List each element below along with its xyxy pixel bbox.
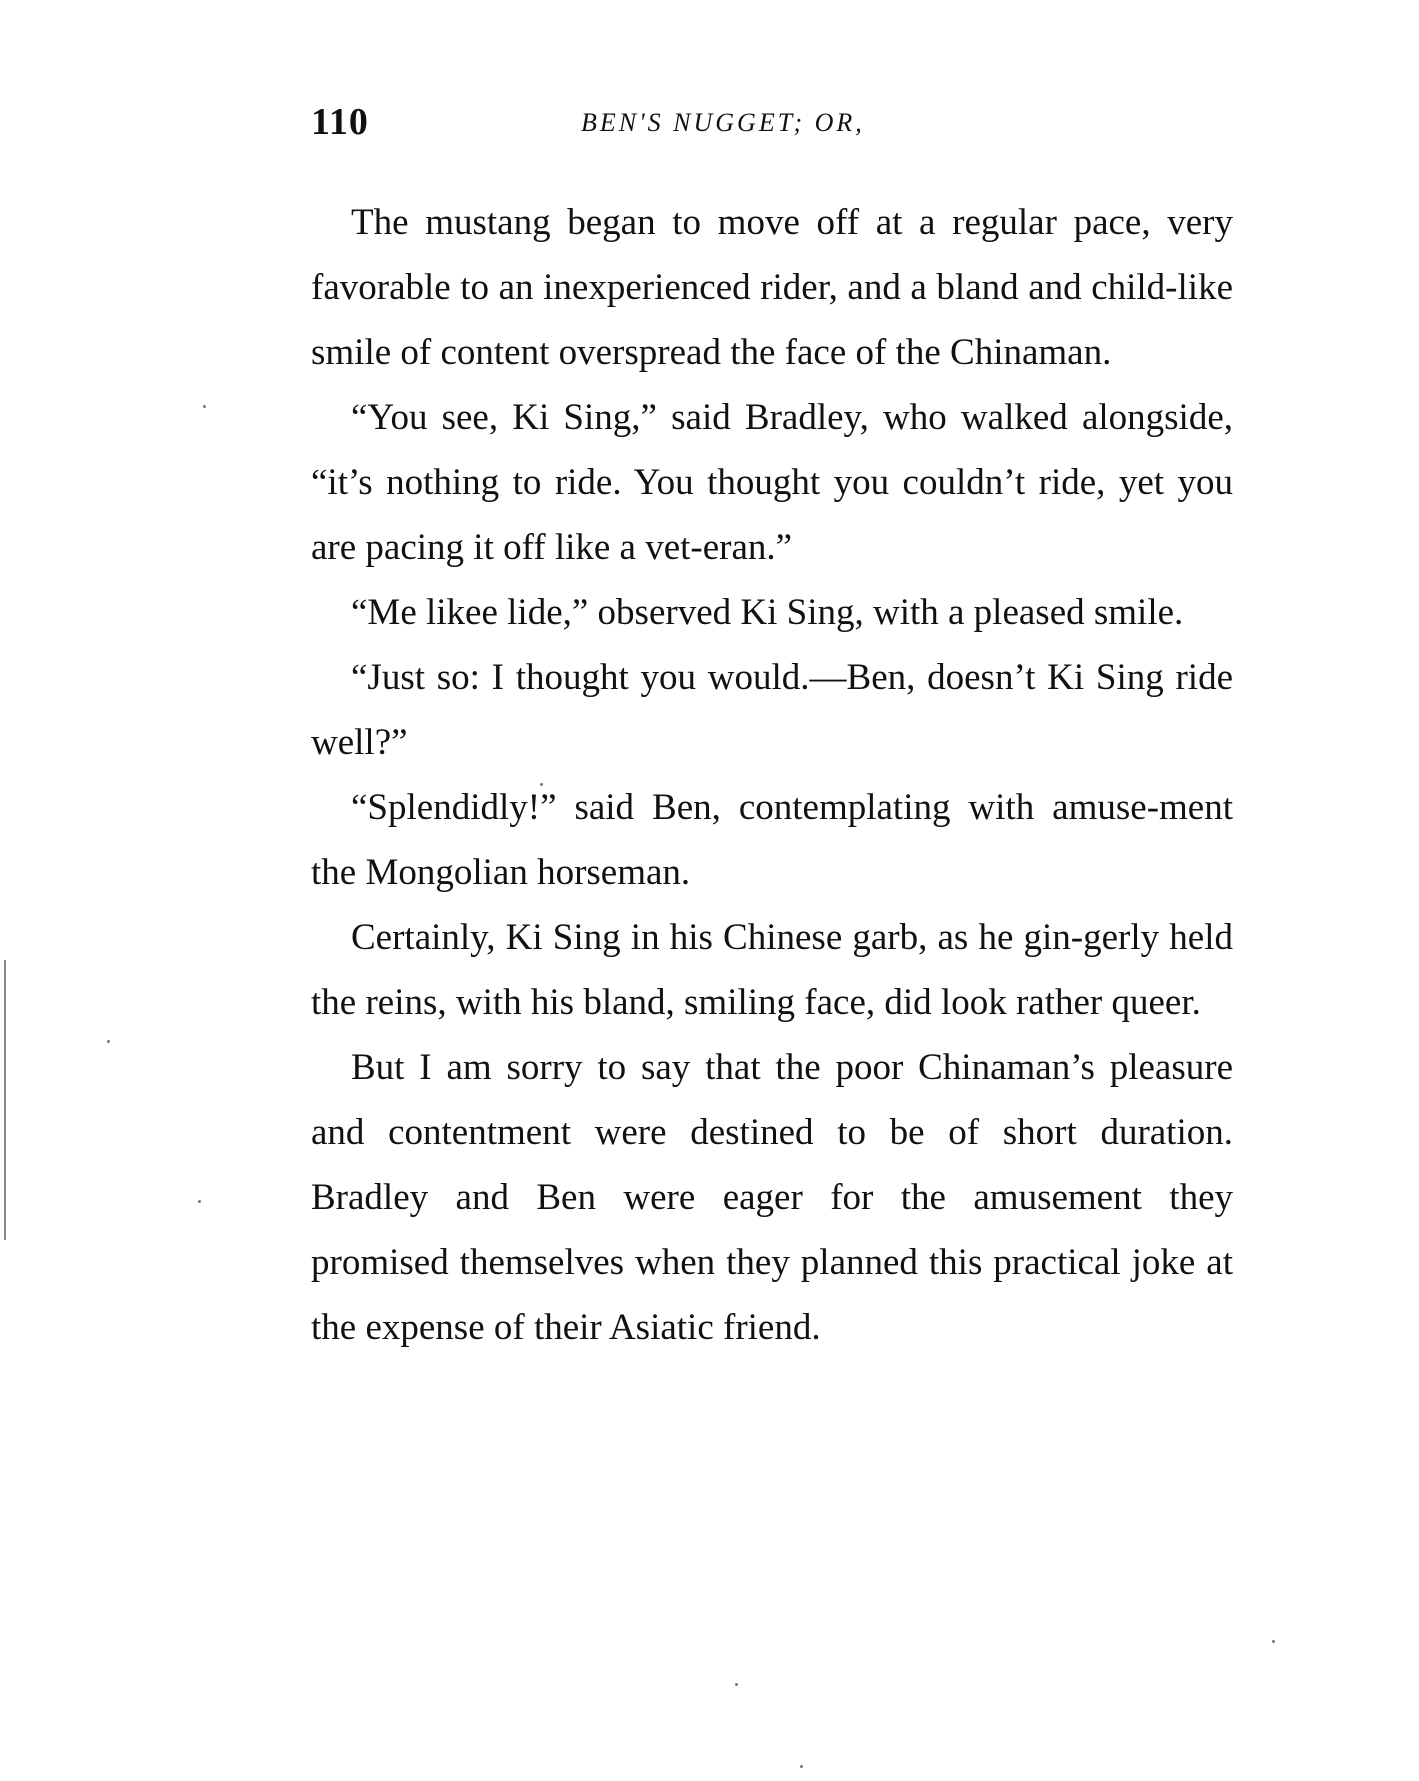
paragraph-4: “Just so: I thought you would.—Ben, doesn’t Ki Sing ride well?” [311,657,1233,763]
paragraph-7: But I am sorry to say that the poor Chinaman’s pleasure and contentment were destined to be of short duration. Bradley and Ben were eager for the amusement they promised themselves when they planned this practical joke at the expense of their Asiatic friend. [311,1047,1233,1348]
scan-speck [540,783,543,786]
paragraph-1: The mustang began to move off at a regular pace, very favorable to an inexperienced rider, and a bland and child-like smile of content overspread the face of the Chinaman. [311,202,1233,373]
paragraph-6: Certainly, Ki Sing in his Chinese garb, as he gin-gerly held the reins, with his bland, smiling face, did look rather queer. [311,917,1233,1023]
scan-speck [800,1765,803,1768]
paragraph-2: “You see, Ki Sing,” said Bradley, who walked alongside, “it’s nothing to ride. You thought you couldn’t ride, yet you are pacing it off like a vet-eran.” [311,397,1233,568]
scan-speck [107,1040,110,1043]
running-head [311,100,1231,150]
scan-speck [198,1200,201,1203]
paragraph-5: “Splendidly!” said Ben, contemplating with amuse-ment the Mongolian horseman. [311,787,1233,893]
scan-speck [735,1683,738,1686]
scan-speck [1272,1640,1275,1643]
running-title: BEN'S NUGGET; OR, [581,108,865,137]
scan-speck [203,405,206,408]
scan-edge-line [4,960,6,1240]
paragraph-3: “Me likee lide,” observed Ki Sing, with a pleased smile. [351,592,1184,633]
page-number: 110 [311,101,369,143]
body-text [311,190,1233,1360]
